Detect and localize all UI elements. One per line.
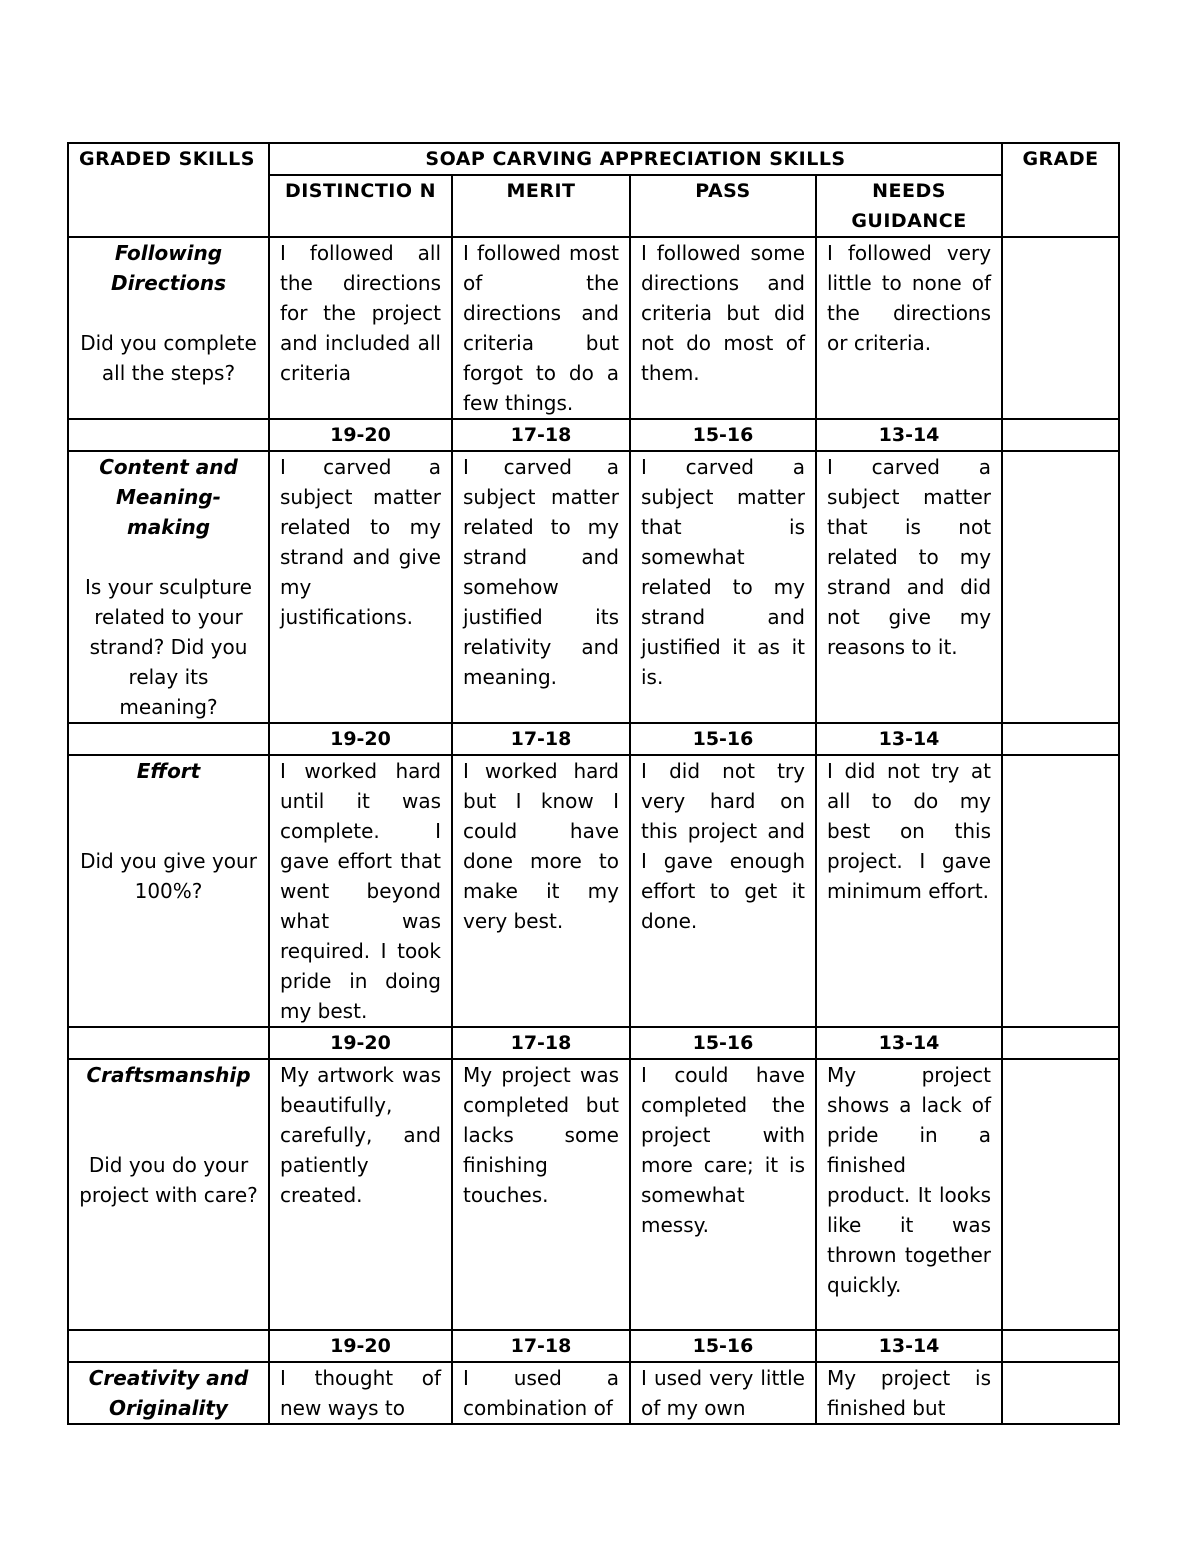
group-title-header: SOAP CARVING APPRECIATION SKILLS xyxy=(269,143,1002,175)
description-needs-guidance: I did not try at all to do my best on this project. I gave minimum effort. xyxy=(816,755,1002,1027)
grade-cell xyxy=(1002,1027,1119,1059)
description-needs-guidance: My project shows a lack of pride in a finished product. It looks like it was thrown together quickly. xyxy=(816,1059,1002,1330)
score-blank-cell xyxy=(68,723,269,755)
grade-cell xyxy=(1002,723,1119,755)
description-merit: I carved a subject matter related to my strand and somehow justified its relativity and meaning. xyxy=(452,451,630,723)
score-distinction: 19-20 xyxy=(269,723,452,755)
criterion-row xyxy=(68,1362,1119,1424)
score-merit: 17-18 xyxy=(452,1330,630,1362)
criterion-question: Is your sculpture related to your strand? Did you relay its meaning? xyxy=(85,575,252,719)
criterion-row xyxy=(68,237,1119,419)
description-needs-guidance: I followed very little to none of the directions or criteria. xyxy=(816,237,1002,419)
description-needs-guidance: I carved a subject matter that is not related to my strand and did not give my reasons to it. xyxy=(816,451,1002,723)
criterion-row xyxy=(68,451,1119,723)
score-distinction: 19-20 xyxy=(269,1330,452,1362)
description-pass: I carved a subject matter that is somewhat related to my strand and justified it as it is. xyxy=(630,451,816,723)
score-blank-cell xyxy=(68,1330,269,1362)
grade-cell xyxy=(1002,1330,1119,1362)
score-pass: 15-16 xyxy=(630,723,816,755)
graded-skills-header: GRADED SKILLS xyxy=(68,143,269,237)
score-blank-cell xyxy=(68,1027,269,1059)
score-distinction: 19-20 xyxy=(269,419,452,451)
criterion-title: Following Directions xyxy=(110,241,227,295)
description-merit: I worked hard but I know I could have done more to make it my very best. xyxy=(452,755,630,1027)
score-needs-guidance: 13-14 xyxy=(816,723,1002,755)
description-pass: I followed some directions and criteria but did not do most of them. xyxy=(630,237,816,419)
score-needs-guidance: 13-14 xyxy=(816,1027,1002,1059)
level-header-distinction: DISTINCTIO N xyxy=(269,175,452,237)
description-distinction: I carved a subject matter related to my strand and give my justifications. xyxy=(269,451,452,723)
grade-cell xyxy=(1002,1059,1119,1330)
criterion-title: Creativity and Originality xyxy=(88,1366,249,1420)
criterion-cell xyxy=(68,237,269,419)
criterion-question: Did you complete all the steps? xyxy=(80,331,257,385)
grade-cell xyxy=(1002,419,1119,451)
score-blank-cell xyxy=(68,419,269,451)
score-row xyxy=(68,723,1119,755)
score-pass: 15-16 xyxy=(630,1027,816,1059)
score-needs-guidance: 13-14 xyxy=(816,419,1002,451)
criterion-row xyxy=(68,1059,1119,1330)
description-distinction: I followed all the directions for the project and included all criteria xyxy=(269,237,452,419)
description-pass: I used very little of my own xyxy=(630,1362,816,1424)
description-pass: I did not try very hard on this project and I gave enough effort to get it done. xyxy=(630,755,816,1027)
criterion-title: Content and Meaning-making xyxy=(99,455,238,539)
level-header-merit: MERIT xyxy=(452,175,630,237)
grade-header: GRADE xyxy=(1002,143,1119,237)
criterion-cell xyxy=(68,451,269,723)
grade-cell xyxy=(1002,451,1119,723)
description-merit: I used a combination of xyxy=(452,1362,630,1424)
description-distinction: I worked hard until it was complete. I gave effort that went beyond what was required. I took pride in doing my best. xyxy=(269,755,452,1027)
description-distinction: My artwork was beautifully, carefully, and patiently created. xyxy=(269,1059,452,1330)
score-pass: 15-16 xyxy=(630,1330,816,1362)
grade-cell xyxy=(1002,1362,1119,1424)
criterion-title: Craftsmanship xyxy=(86,1063,251,1087)
criterion-title: Effort xyxy=(136,759,201,783)
criterion-cell xyxy=(68,1059,269,1330)
score-merit: 17-18 xyxy=(452,1027,630,1059)
description-needs-guidance: My project is finished but xyxy=(816,1362,1002,1424)
score-row xyxy=(68,1330,1119,1362)
description-distinction: I thought of new ways to xyxy=(269,1362,452,1424)
description-merit: My project was completed but lacks some finishing touches. xyxy=(452,1059,630,1330)
grade-cell xyxy=(1002,237,1119,419)
description-pass: I could have completed the project with more care; it is somewhat messy. xyxy=(630,1059,816,1330)
level-header-pass: PASS xyxy=(630,175,816,237)
criterion-question: Did you give your 100%? xyxy=(80,849,257,903)
score-distinction: 19-20 xyxy=(269,1027,452,1059)
criterion-question: Did you do your project with care? xyxy=(79,1153,258,1207)
criterion-cell xyxy=(68,1362,269,1424)
header-row xyxy=(68,143,1119,175)
score-row xyxy=(68,419,1119,451)
level-header-needs-guidance: NEEDS GUIDANCE xyxy=(816,175,1002,237)
score-merit: 17-18 xyxy=(452,419,630,451)
criterion-row xyxy=(68,755,1119,1027)
score-row xyxy=(68,1027,1119,1059)
rubric-table xyxy=(67,142,1120,1425)
score-merit: 17-18 xyxy=(452,723,630,755)
score-needs-guidance: 13-14 xyxy=(816,1330,1002,1362)
grade-cell xyxy=(1002,755,1119,1027)
criterion-cell xyxy=(68,755,269,1027)
description-merit: I followed most of the directions and criteria but forgot to do a few things. xyxy=(452,237,630,419)
score-pass: 15-16 xyxy=(630,419,816,451)
